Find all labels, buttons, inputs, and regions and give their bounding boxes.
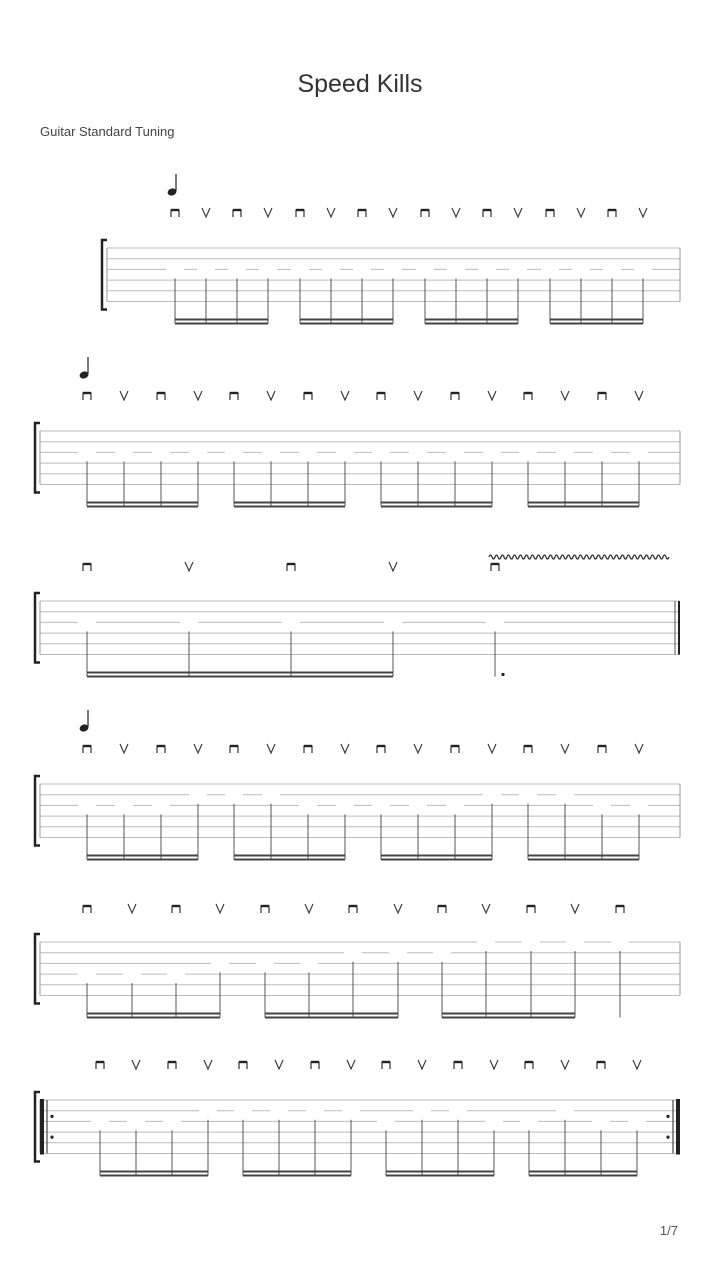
system-2 bbox=[35, 357, 680, 507]
fret-bg bbox=[353, 264, 371, 276]
fret-bg bbox=[520, 1116, 538, 1128]
fret-bg bbox=[225, 447, 243, 459]
upstroke-icon bbox=[577, 208, 585, 217]
fret-bg bbox=[409, 447, 427, 459]
fret-bg bbox=[228, 264, 246, 276]
fret-bg bbox=[433, 948, 451, 960]
system-bracket bbox=[102, 240, 107, 310]
upstroke-icon bbox=[414, 391, 422, 400]
fret-bg bbox=[384, 617, 402, 629]
fret-bg bbox=[152, 447, 170, 459]
fret-bg bbox=[322, 264, 340, 276]
fret-bg bbox=[372, 447, 390, 459]
fret-bg bbox=[180, 617, 198, 629]
fret-bg bbox=[413, 1106, 431, 1118]
fret-bg bbox=[477, 937, 495, 949]
fret-bg bbox=[556, 790, 574, 802]
system-5 bbox=[35, 904, 680, 1018]
system-3 bbox=[35, 555, 680, 677]
fret-bg bbox=[189, 447, 207, 459]
upstroke-icon bbox=[488, 744, 496, 753]
vibrato-icon bbox=[489, 555, 669, 559]
fret-bg bbox=[225, 790, 243, 802]
fret-bg bbox=[300, 958, 318, 970]
fret-bg bbox=[592, 1116, 610, 1128]
fret-bg bbox=[486, 617, 504, 629]
fret-bg bbox=[189, 790, 207, 802]
system-1 bbox=[102, 174, 680, 324]
fret-bg bbox=[416, 264, 434, 276]
fret-bg bbox=[630, 800, 648, 812]
fret-bg bbox=[336, 800, 354, 812]
fret-bg bbox=[447, 264, 465, 276]
fret-bg bbox=[409, 800, 427, 812]
fret-bg bbox=[91, 1116, 109, 1128]
upstroke-icon bbox=[341, 744, 349, 753]
system-bracket bbox=[35, 1092, 40, 1162]
repeat-dot bbox=[50, 1115, 53, 1118]
rhythm-dot bbox=[501, 673, 504, 676]
fret-bg bbox=[377, 1116, 395, 1128]
fret-bg bbox=[446, 800, 464, 812]
upstroke-icon bbox=[120, 391, 128, 400]
upstroke-icon bbox=[185, 562, 193, 571]
fret-bg bbox=[262, 790, 280, 802]
upstroke-icon bbox=[202, 208, 210, 217]
fret-bg bbox=[234, 1106, 252, 1118]
fret-bg bbox=[336, 447, 354, 459]
fret-bg bbox=[509, 264, 527, 276]
upstroke-icon bbox=[561, 1060, 569, 1069]
upstroke-icon bbox=[275, 1060, 283, 1069]
fret-bg bbox=[152, 800, 170, 812]
fret-bg bbox=[262, 447, 280, 459]
fret-bg bbox=[446, 447, 464, 459]
fret-bg bbox=[211, 958, 229, 970]
upstroke-icon bbox=[216, 904, 224, 913]
upstroke-icon bbox=[267, 744, 275, 753]
fret-bg bbox=[389, 948, 407, 960]
fret-bg bbox=[270, 1106, 288, 1118]
system-bracket bbox=[35, 776, 40, 846]
fret-bg bbox=[522, 937, 540, 949]
fret-bg bbox=[115, 800, 133, 812]
upstroke-icon bbox=[128, 904, 136, 913]
fret-bg bbox=[478, 264, 496, 276]
upstroke-icon bbox=[389, 562, 397, 571]
fret-bg bbox=[299, 800, 317, 812]
fret-bg bbox=[282, 617, 300, 629]
fret-bg bbox=[541, 264, 559, 276]
upstroke-icon bbox=[561, 744, 569, 753]
fret-bg bbox=[372, 800, 390, 812]
upstroke-icon bbox=[418, 1060, 426, 1069]
fret-bg bbox=[483, 790, 501, 802]
repeat-dot bbox=[666, 1115, 669, 1118]
repeat-dot bbox=[50, 1136, 53, 1139]
fret-bg bbox=[519, 447, 537, 459]
upstroke-icon bbox=[204, 1060, 212, 1069]
upstroke-icon bbox=[488, 391, 496, 400]
tuning-label: Guitar Standard Tuning bbox=[40, 124, 175, 139]
fret-bg bbox=[519, 790, 537, 802]
fret-bg bbox=[78, 447, 96, 459]
upstroke-icon bbox=[394, 904, 402, 913]
system-bracket bbox=[35, 593, 40, 663]
system-bracket bbox=[35, 934, 40, 1004]
fret-bg bbox=[166, 264, 184, 276]
fret-bg bbox=[384, 264, 402, 276]
fret-bg bbox=[634, 264, 652, 276]
page-number: 1/7 bbox=[659, 1223, 678, 1238]
fret-bg bbox=[163, 1116, 181, 1128]
fret-bg bbox=[556, 1106, 574, 1118]
fret-bg bbox=[603, 264, 621, 276]
system-bracket bbox=[35, 423, 40, 493]
fret-bg bbox=[299, 447, 317, 459]
upstroke-icon bbox=[132, 1060, 140, 1069]
fret-bg bbox=[78, 969, 96, 981]
fret-bg bbox=[306, 1106, 324, 1118]
repeat-dot bbox=[666, 1136, 669, 1139]
upstroke-icon bbox=[635, 744, 643, 753]
upstroke-icon bbox=[635, 391, 643, 400]
fret-bg bbox=[449, 1106, 467, 1118]
fret-bg bbox=[127, 1116, 145, 1128]
fret-bg bbox=[483, 447, 501, 459]
upstroke-icon bbox=[194, 744, 202, 753]
upstroke-icon bbox=[389, 208, 397, 217]
fret-bg bbox=[593, 447, 611, 459]
system-4 bbox=[35, 710, 680, 860]
fret-bg bbox=[256, 958, 274, 970]
fret-bg bbox=[344, 948, 362, 960]
song-title: Speed Kills bbox=[297, 70, 423, 98]
upstroke-icon bbox=[639, 208, 647, 217]
fret-bg bbox=[115, 447, 133, 459]
fret-bg bbox=[628, 1116, 646, 1128]
fret-bg bbox=[630, 447, 648, 459]
repeat-start-thick bbox=[40, 1099, 44, 1155]
fret-bg bbox=[167, 969, 185, 981]
upstroke-icon bbox=[490, 1060, 498, 1069]
fret-bg bbox=[556, 447, 574, 459]
fret-bg bbox=[572, 264, 590, 276]
fret-bg bbox=[342, 1106, 360, 1118]
upstroke-icon bbox=[414, 744, 422, 753]
fret-bg bbox=[291, 264, 309, 276]
upstroke-icon bbox=[120, 744, 128, 753]
upstroke-icon bbox=[327, 208, 335, 217]
fret-bg bbox=[566, 937, 584, 949]
fret-bg bbox=[123, 969, 141, 981]
upstroke-icon bbox=[341, 391, 349, 400]
fret-bg bbox=[593, 800, 611, 812]
upstroke-icon bbox=[194, 391, 202, 400]
fret-bg bbox=[259, 264, 277, 276]
upstroke-icon bbox=[264, 208, 272, 217]
upstroke-icon bbox=[267, 391, 275, 400]
fret-bg bbox=[78, 800, 96, 812]
upstroke-icon bbox=[633, 1060, 641, 1069]
repeat-end-thick bbox=[676, 1099, 680, 1155]
upstroke-icon bbox=[514, 208, 522, 217]
upstroke-icon bbox=[561, 391, 569, 400]
fret-bg bbox=[197, 264, 215, 276]
fret-bg bbox=[78, 617, 96, 629]
upstroke-icon bbox=[482, 904, 490, 913]
upstroke-icon bbox=[305, 904, 313, 913]
upstroke-icon bbox=[571, 904, 579, 913]
upstroke-icon bbox=[347, 1060, 355, 1069]
fret-bg bbox=[611, 937, 629, 949]
upstroke-icon bbox=[452, 208, 460, 217]
fret-bg bbox=[199, 1106, 217, 1118]
fret-bg bbox=[485, 1116, 503, 1128]
system-6 bbox=[35, 1060, 680, 1176]
